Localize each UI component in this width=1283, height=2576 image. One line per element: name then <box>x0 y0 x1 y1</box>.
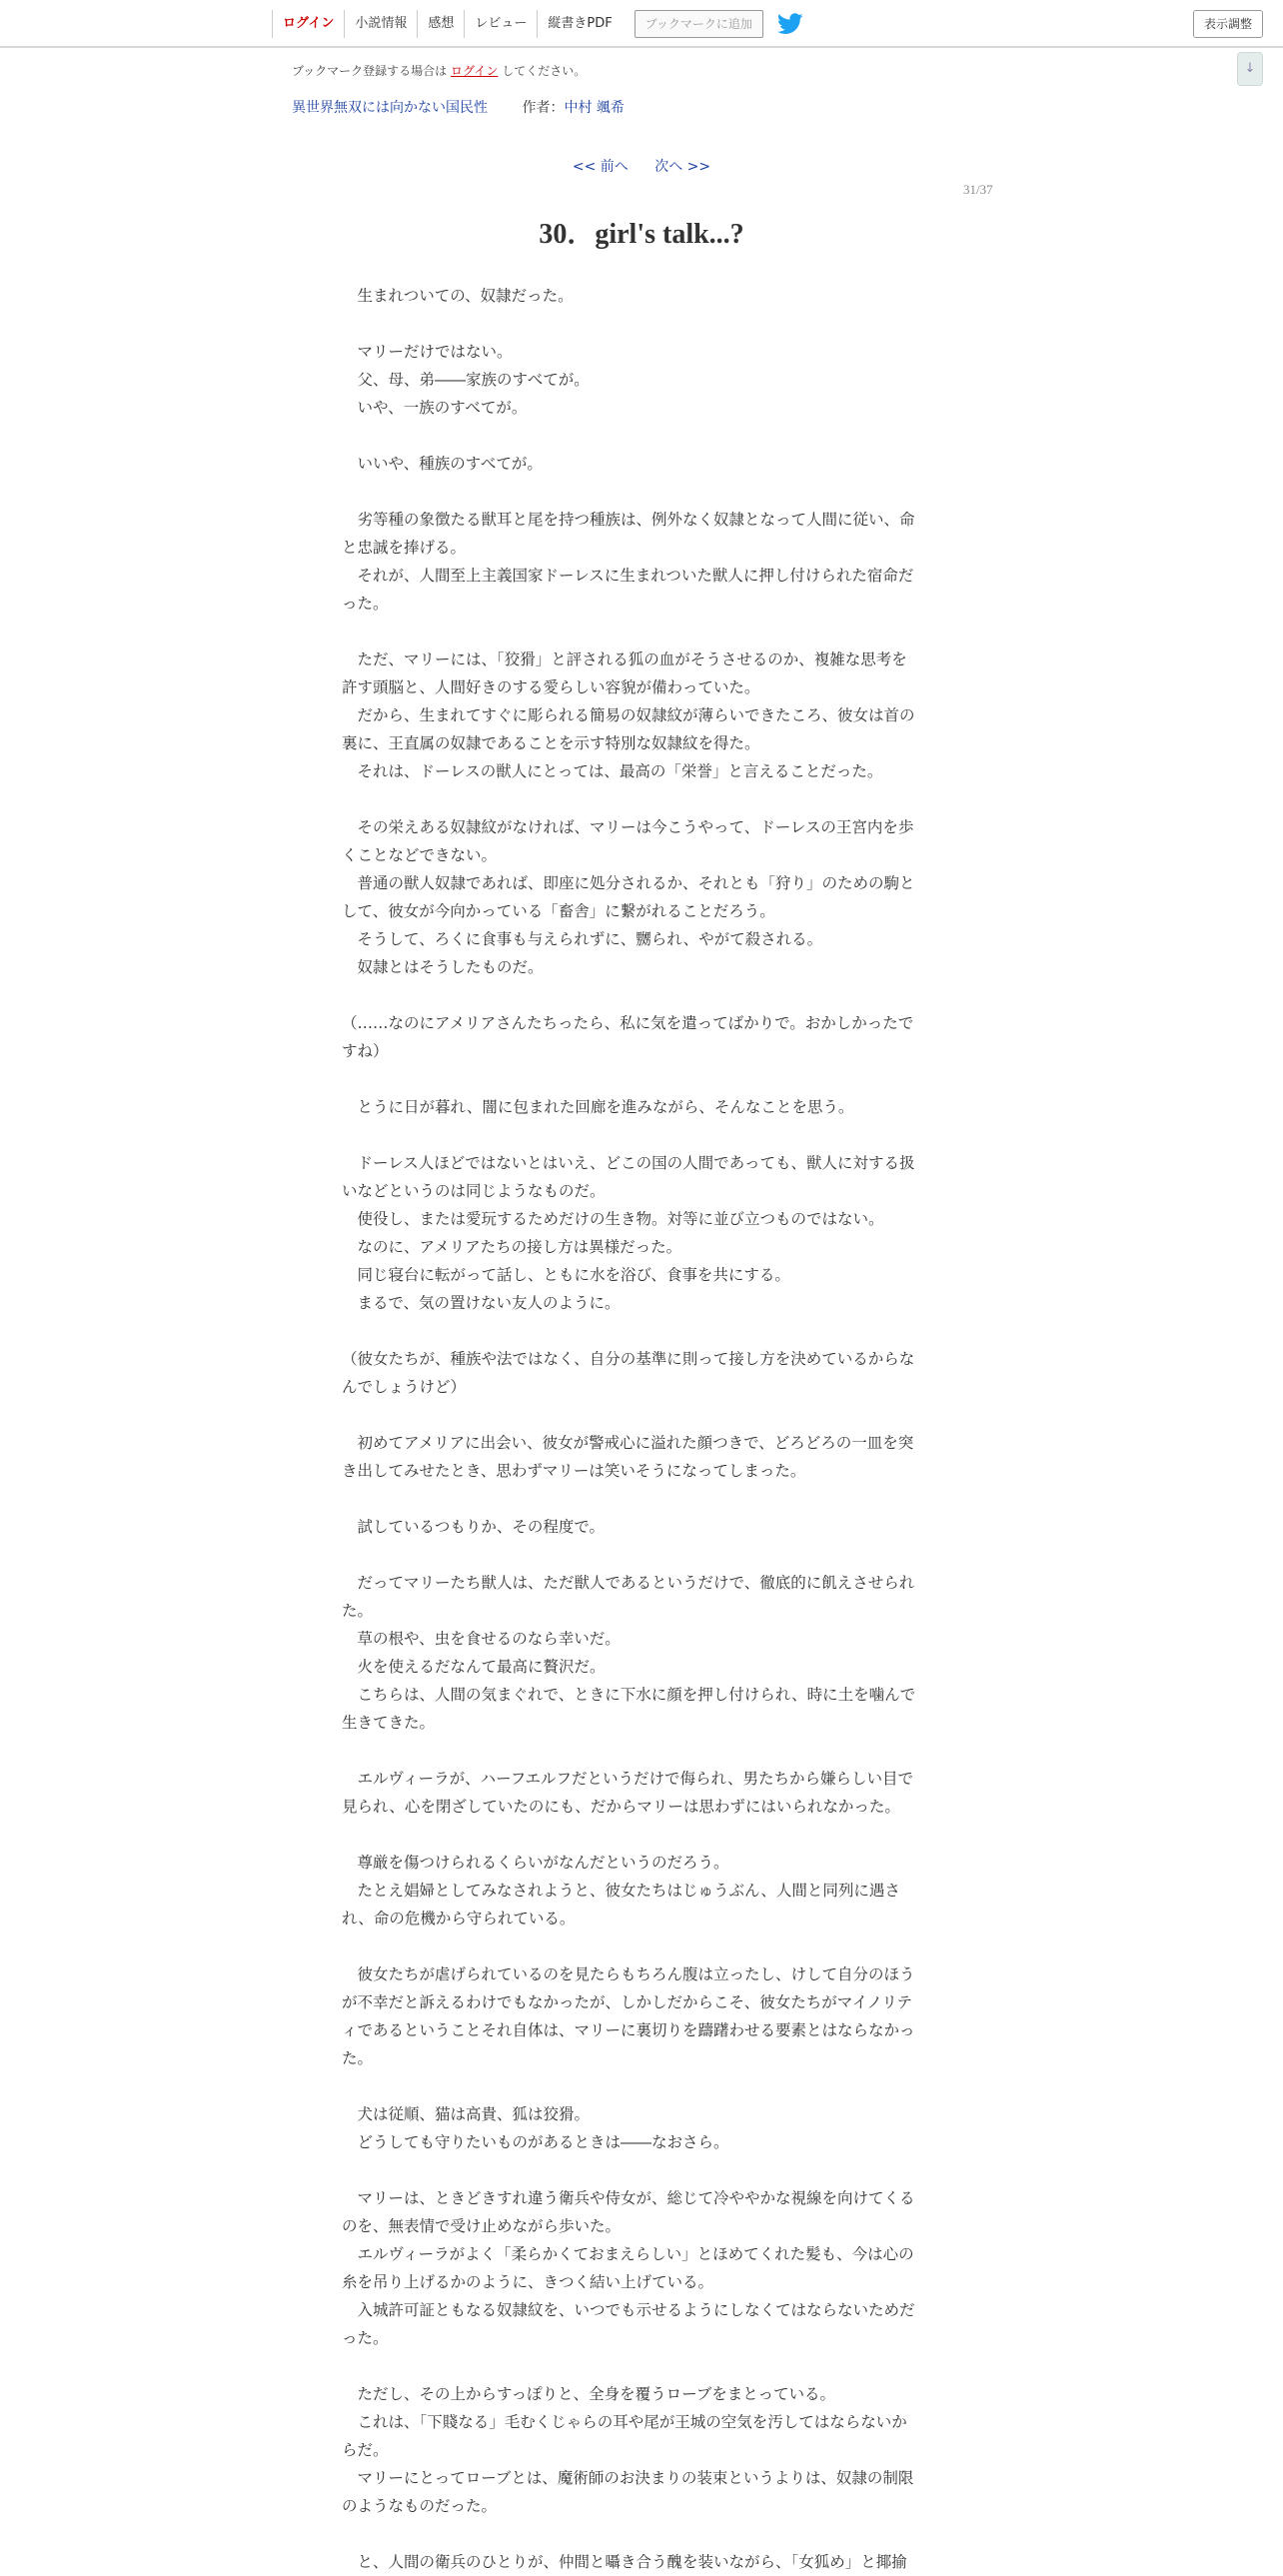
body-line: （……なのにアメリアさんたちったら、私に気を遣ってばかりで。おかしかったで <box>342 1014 914 1032</box>
body-line: 草の根や、虫を食せるのなら幸いだ。 <box>342 1630 621 1648</box>
body-line <box>342 478 941 506</box>
body-line: その栄えある奴隷紋がなければ、マリーは今こうやって、ドーレスの王宮内を歩 <box>342 818 914 836</box>
prev-chapter-link[interactable]: << 前へ <box>572 159 629 175</box>
author-link[interactable]: 中村 颯希 <box>564 100 625 116</box>
body-line <box>342 422 941 450</box>
body-line: すね） <box>342 1042 389 1060</box>
body-line <box>342 1065 941 1093</box>
body-line: らだ。 <box>342 2441 389 2459</box>
notice-suffix: してください。 <box>502 64 587 78</box>
body-line: くことなどできない。 <box>342 846 498 864</box>
body-line: った。 <box>342 595 389 613</box>
body-line: エルヴィーラがよく「柔らかくておまえらしい」とほめてくれた髪も、今は心の <box>342 2245 914 2263</box>
body-line: った。 <box>342 2329 389 2347</box>
body-line <box>342 2352 941 2380</box>
login-link[interactable]: ログイン <box>272 10 344 38</box>
novel-body <box>342 282 941 2576</box>
body-line <box>342 618 941 645</box>
body-line: 同じ寝台に転がって話し、ともに水を浴び、食事を共にする。 <box>342 1266 790 1284</box>
body-line: 入城許可証ともなる奴隷紋を、いつでも示せるようにしなくてはならないためだ <box>342 2301 915 2319</box>
author-label: 作者： <box>522 100 565 116</box>
body-line <box>342 2520 941 2548</box>
body-line: だから、生まれてすぐに彫られる簡易の奴隷紋が薄らいできたころ、彼女は首の <box>342 706 915 724</box>
body-line: マリーにとってローブとは、魔術師のお決まりの装束というよりは、奴隷の制限 <box>342 2469 914 2487</box>
chapter-title: 30．girl's talk...? <box>539 219 744 250</box>
body-line <box>342 785 941 813</box>
body-line <box>342 1485 941 1513</box>
body-line: 劣等種の象徴たる獣耳と尾を持つ種族は、例外なく奴隷となって人間に従い、命 <box>342 511 915 529</box>
body-line: （彼女たちが、種族や法ではなく、自分の基準に則って接し方を決めているからな <box>342 1350 915 1368</box>
series-info <box>292 97 625 117</box>
body-line: たとえ娼婦としてみなされようと、彼女たちはじゅうぶん、人間と同列に遇さ <box>342 1882 900 1900</box>
body-line: た。 <box>342 1602 374 1620</box>
notice-login-link[interactable]: ログイン <box>451 64 499 78</box>
body-line <box>342 1737 941 1765</box>
body-line: 普通の獣人奴隷であれば、即座に処分されるか、それとも「狩り」のための駒と <box>342 874 915 892</box>
body-line: のを、無表情で受け止めながら歩いた。 <box>342 2217 622 2235</box>
body-line: こちらは、人間の気まぐれで、ときに下水に顔を押し付けられ、時に土を噛んで <box>342 1686 916 1704</box>
notice-prefix: ブックマーク登録する場合は <box>292 64 448 78</box>
body-line: 生きてきた。 <box>342 1714 436 1732</box>
vertical-pdf-link[interactable]: 縦書きPDF <box>537 10 622 38</box>
review-link[interactable]: レビュー <box>464 10 537 38</box>
body-line: た。 <box>342 2049 374 2067</box>
body-line <box>342 2072 941 2100</box>
body-line: 犬は従順、猫は高貴、狐は狡猾。 <box>342 2105 591 2123</box>
body-line: 火を使えるだなんて最高に贅沢だ。 <box>342 1658 606 1676</box>
body-line: のようなものだった。 <box>342 2497 498 2515</box>
body-line: 奴隷とはそうしたものだ。 <box>342 958 544 976</box>
body-line <box>342 1121 941 1149</box>
body-line: 許す頭脳と、人間好きのする愛らしい容貌が備わっていた。 <box>342 678 760 696</box>
body-line <box>342 2156 941 2184</box>
body-line: 試しているつもりか、その程度で。 <box>342 1518 606 1536</box>
body-line: ィであるということそれ自体は、マリーに裏切りを躊躇わせる要素とはならなかっ <box>342 2021 915 2039</box>
body-line <box>342 981 941 1009</box>
body-line: どうしても守りたいものがあるときは――なおさら。 <box>342 2133 729 2151</box>
add-bookmark-button[interactable]: ブックマークに追加 <box>635 10 763 38</box>
scroll-down-button[interactable]: ↓ <box>1237 52 1263 86</box>
body-line: れ、命の危機から守られている。 <box>342 1910 576 1928</box>
body-line: 糸を吊り上げるかのように、きつく結い上げている。 <box>342 2273 714 2291</box>
body-line: なのに、アメリアたちの接し方は異様だった。 <box>342 1238 682 1256</box>
body-line: マリーだけではない。 <box>342 343 513 361</box>
body-line: いなどというのは同じようなものだ。 <box>342 1182 606 1200</box>
body-line: が不幸だと訴えるわけでもなかったが、しかしだからこそ、彼女たちがマイノリテ <box>342 1993 913 2011</box>
body-line <box>342 310 941 338</box>
body-line: 使役し、または愛玩するためだけの生き物。対等に並び立つものではない。 <box>342 1210 884 1228</box>
body-line: んでしょうけど） <box>342 1378 467 1396</box>
body-line: と忠誠を捧げる。 <box>342 539 467 557</box>
next-chapter-link[interactable]: 次へ >> <box>654 159 711 175</box>
body-line <box>342 1317 941 1345</box>
chapter-count: 31/37 <box>963 182 993 197</box>
body-line: ただ、マリーには、「狡猾」と評される狐の血がそうさせるのか、複雑な思考を <box>342 650 907 668</box>
body-line: 初めてアメリアに出会い、彼女が警戒心に溢れた顔つきで、どろどろの一皿を突 <box>342 1434 914 1452</box>
display-adjust-button[interactable]: 表示調整 <box>1193 10 1263 38</box>
body-line: とうに日が暮れ、闇に包まれた回廊を進みながら、そんなことを思う。 <box>342 1098 854 1116</box>
body-line: 見られ、心を閉ざしていたのにも、だからマリーは思わずにはいられなかった。 <box>342 1798 900 1816</box>
body-line: き出してみせたとき、思わずマリーは笑いそうになってしまった。 <box>342 1462 806 1480</box>
novel-info-link[interactable]: 小説情報 <box>344 10 417 38</box>
body-line: だってマリーたち獣人は、ただ獣人であるというだけで、徹底的に飢えさせられ <box>342 1574 915 1592</box>
impressions-link[interactable]: 感想 <box>417 10 464 38</box>
body-line: と、人間の衛兵のひとりが、仲間と囁き合う醜を装いながら、「女狐め」と揶揄 <box>342 2553 907 2571</box>
body-line: そうして、ろくに食事も与えられずに、嬲られ、やがて殺される。 <box>342 930 823 948</box>
body-line: 彼女たちが虐げられているのを見たらもちろん腹は立ったし、けして自分のほう <box>342 1965 915 1983</box>
body-line: まるで、気の置けない友人のように。 <box>342 1294 621 1312</box>
body-line: いいや、種族のすべてが。 <box>342 455 543 473</box>
body-line: して、彼女が今向かっている「畜舎」に繋がれることだろう。 <box>342 902 775 920</box>
bookmark-login-notice <box>292 62 586 79</box>
body-line: 父、母、弟――家族のすべてが。 <box>342 371 590 389</box>
body-line: マリーは、ときどきすれ違う衛兵や侍女が、総じて冷ややかな視線を向けてくる <box>342 2189 915 2207</box>
body-line: いや、一族のすべてが。 <box>342 399 528 417</box>
nav-list <box>272 10 803 38</box>
body-line: エルヴィーラが、ハーフエルフだというだけで侮られ、男たちから嫌らしい目で <box>342 1770 913 1788</box>
body-line <box>342 1932 941 1960</box>
top-navigation-bar <box>0 0 1283 48</box>
body-line: 生まれついての、奴隷だった。 <box>342 287 574 305</box>
body-line <box>342 1821 941 1849</box>
body-line: ただし、その上からすっぽりと、全身を覆うローブをまとっている。 <box>342 2385 835 2403</box>
twitter-bird-icon[interactable] <box>777 13 803 35</box>
body-line: ドーレス人ほどではないとはいえ、どこの国の人間であっても、獣人に対する扱 <box>342 1154 915 1172</box>
body-line: それは、ドーレスの獣人にとっては、最高の「栄誉」と言えることだった。 <box>342 762 883 780</box>
body-line: それが、人間至上主義国家ドーレスに生まれついた獣人に押し付けられた宿命だ <box>342 567 914 585</box>
chapter-pager <box>0 156 1283 176</box>
body-line: これは、「下賤なる」毛むくじゃらの耳や尾が王城の空気を汚してはならないか <box>342 2413 907 2431</box>
body-line <box>342 1401 941 1429</box>
body-line: 裏に、王直属の奴隷であることを示す特別な奴隷紋を得た。 <box>342 734 760 752</box>
body-line: 尊厳を傷つけられるくらいがなんだというのだろう。 <box>342 1854 729 1872</box>
body-line <box>342 1541 941 1569</box>
series-title-link[interactable]: 異世界無双には向かない国民性 <box>292 100 488 116</box>
